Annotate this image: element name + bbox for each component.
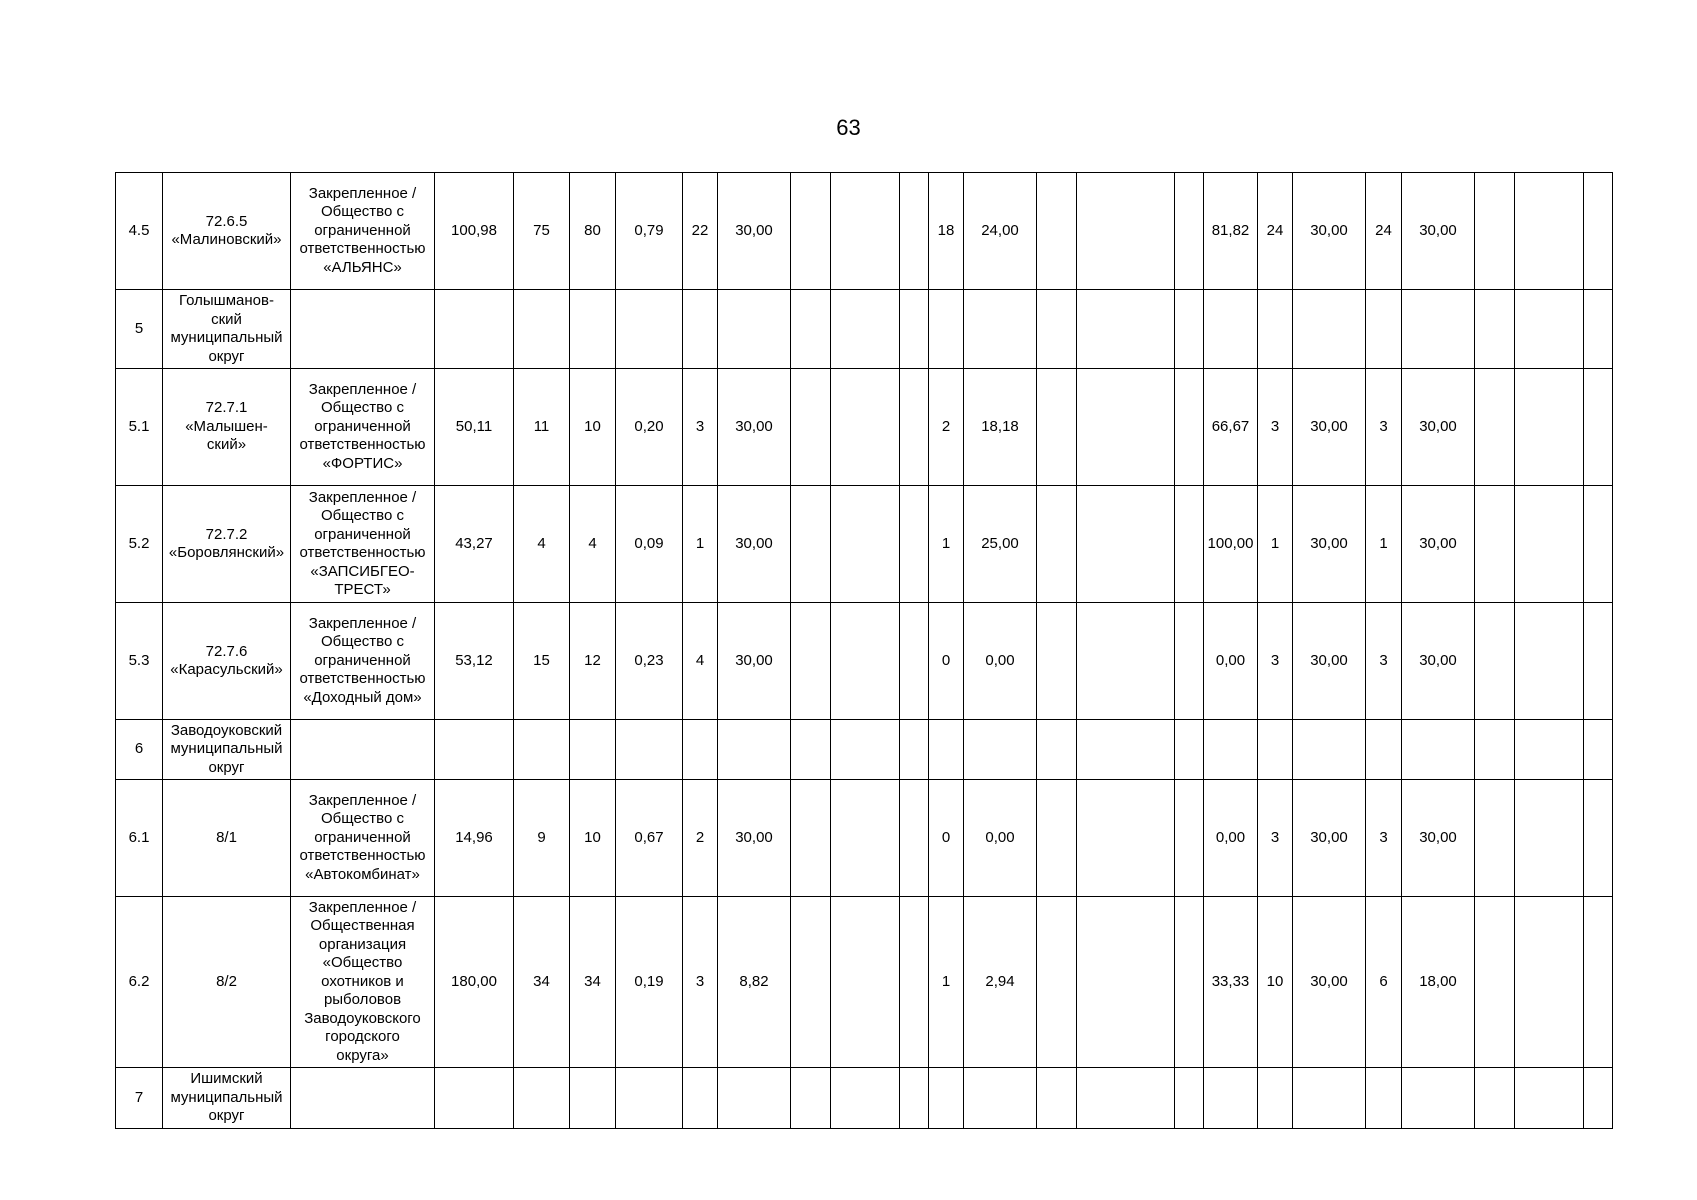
table-cell: 33,33 <box>1204 897 1258 1068</box>
table-cell: 0,20 <box>616 369 683 486</box>
table-cell: 5.2 <box>116 486 163 603</box>
table-cell <box>570 720 616 780</box>
table-row <box>116 173 1613 290</box>
table-cell <box>1175 780 1204 897</box>
table-cell: 4.5 <box>116 173 163 290</box>
table-row <box>116 290 1613 369</box>
table-cell <box>1515 780 1584 897</box>
table-cell <box>831 290 900 369</box>
table-cell <box>900 1068 929 1129</box>
table-cell: 0 <box>929 780 964 897</box>
table-cell <box>1037 173 1077 290</box>
table-cell <box>791 603 831 720</box>
table-cell <box>1175 897 1204 1068</box>
table-cell <box>831 486 900 603</box>
table-cell: 7 <box>116 1068 163 1129</box>
table-row <box>116 603 1613 720</box>
table-cell: 4 <box>514 486 570 603</box>
table-cell: Голышманов- ский муниципальный округ <box>163 290 291 369</box>
table-cell: 3 <box>683 369 718 486</box>
table-cell: 75 <box>514 173 570 290</box>
table-cell: 34 <box>570 897 616 1068</box>
table-cell: 30,00 <box>1402 603 1475 720</box>
table-cell <box>900 369 929 486</box>
table-cell <box>1366 1068 1402 1129</box>
table-cell <box>1475 486 1515 603</box>
table-cell: Закрепленное / Общество с ограниченной ответственностью «ЗАПСИБГЕО- ТРЕСТ» <box>291 486 435 603</box>
table-cell <box>900 720 929 780</box>
table-cell <box>1584 720 1613 780</box>
table-cell <box>616 720 683 780</box>
table-cell <box>1475 780 1515 897</box>
table-cell: 5 <box>116 290 163 369</box>
table-cell <box>435 290 514 369</box>
table-cell: 30,00 <box>1402 486 1475 603</box>
table-cell <box>435 1068 514 1129</box>
table-cell: 1 <box>929 486 964 603</box>
table-cell: 30,00 <box>1402 369 1475 486</box>
table-cell: 30,00 <box>1293 486 1366 603</box>
table-cell <box>1037 603 1077 720</box>
table-cell: 3 <box>1366 603 1402 720</box>
table-cell: 4 <box>683 603 718 720</box>
table-cell <box>1584 173 1613 290</box>
table-cell <box>791 486 831 603</box>
table-cell: 30,00 <box>1293 369 1366 486</box>
table-cell: 81,82 <box>1204 173 1258 290</box>
table-cell <box>683 290 718 369</box>
table-cell <box>791 897 831 1068</box>
table-cell: 1 <box>683 486 718 603</box>
table-cell: 1 <box>929 897 964 1068</box>
table-cell: 30,00 <box>1293 897 1366 1068</box>
table-cell: Закрепленное / Общество с ограниченной ответственностью «Доходный дом» <box>291 603 435 720</box>
table-cell <box>1175 369 1204 486</box>
table-cell: Закрепленное / Общество с ограниченной ответственностью «Автокомбинат» <box>291 780 435 897</box>
table-cell: 10 <box>1258 897 1293 1068</box>
table-cell: 30,00 <box>1293 780 1366 897</box>
table-cell <box>1475 173 1515 290</box>
table-cell: 30,00 <box>718 780 791 897</box>
table-cell <box>831 369 900 486</box>
table-cell <box>929 290 964 369</box>
table-cell <box>1475 603 1515 720</box>
table-cell: 18,18 <box>964 369 1037 486</box>
table-cell <box>791 720 831 780</box>
table-cell <box>1475 1068 1515 1129</box>
table-cell: 10 <box>570 780 616 897</box>
table-cell <box>1077 290 1175 369</box>
table-row <box>116 369 1613 486</box>
table-cell <box>1037 897 1077 1068</box>
table-cell <box>1077 603 1175 720</box>
table-cell: 3 <box>1258 603 1293 720</box>
table-cell <box>1402 1068 1475 1129</box>
table-cell <box>1175 290 1204 369</box>
table-cell <box>900 173 929 290</box>
table-cell <box>831 720 900 780</box>
table-cell <box>1037 290 1077 369</box>
table-cell <box>791 290 831 369</box>
table-cell <box>435 720 514 780</box>
table-cell <box>929 1068 964 1129</box>
table-cell <box>900 780 929 897</box>
table-cell <box>1515 720 1584 780</box>
table-cell <box>1584 290 1613 369</box>
table-row <box>116 1068 1613 1129</box>
table-cell: 12 <box>570 603 616 720</box>
table-cell: 6.1 <box>116 780 163 897</box>
table-cell <box>1037 369 1077 486</box>
table-cell <box>791 173 831 290</box>
table-cell: 0,79 <box>616 173 683 290</box>
table-cell <box>791 1068 831 1129</box>
table-cell: 3 <box>1366 369 1402 486</box>
table-cell <box>1584 486 1613 603</box>
table-cell <box>1258 1068 1293 1129</box>
table-cell: 0,00 <box>1204 603 1258 720</box>
table-cell <box>1204 1068 1258 1129</box>
table-cell: 2 <box>683 780 718 897</box>
table-cell: 11 <box>514 369 570 486</box>
table-cell <box>1175 1068 1204 1129</box>
table-cell <box>514 720 570 780</box>
table-cell: 4 <box>570 486 616 603</box>
table-cell <box>1293 720 1366 780</box>
table-cell <box>1475 897 1515 1068</box>
table-cell <box>1515 897 1584 1068</box>
data-table <box>115 172 1613 1129</box>
table-row <box>116 486 1613 603</box>
table-cell <box>929 720 964 780</box>
table-cell: 66,67 <box>1204 369 1258 486</box>
table-cell: 1 <box>1258 486 1293 603</box>
table-cell <box>718 720 791 780</box>
table-cell <box>570 1068 616 1129</box>
table-cell <box>831 1068 900 1129</box>
table-cell <box>683 1068 718 1129</box>
table-cell <box>1204 290 1258 369</box>
table-cell: 30,00 <box>1402 780 1475 897</box>
table-cell: 30,00 <box>1402 173 1475 290</box>
table-cell <box>1584 1068 1613 1129</box>
table-cell: 0 <box>929 603 964 720</box>
table-cell <box>900 897 929 1068</box>
table-cell <box>1402 720 1475 780</box>
table-cell: Закрепленное / Общество с ограниченной ответственностью «АЛЬЯНС» <box>291 173 435 290</box>
table-cell <box>1204 720 1258 780</box>
table-cell <box>514 1068 570 1129</box>
table-cell: 72.7.2 «Боровлянский» <box>163 486 291 603</box>
table-cell: 3 <box>683 897 718 1068</box>
table-cell <box>1175 603 1204 720</box>
table-cell: 30,00 <box>1293 173 1366 290</box>
table-cell: 18 <box>929 173 964 290</box>
table-cell: 0,00 <box>964 603 1037 720</box>
table-cell <box>1515 486 1584 603</box>
table-cell <box>1584 780 1613 897</box>
table-cell <box>291 1068 435 1129</box>
table-cell <box>1175 720 1204 780</box>
table-cell <box>291 720 435 780</box>
table-cell <box>1366 290 1402 369</box>
table-cell <box>1515 603 1584 720</box>
table-cell <box>1475 290 1515 369</box>
table-cell: 3 <box>1258 780 1293 897</box>
table-cell <box>964 720 1037 780</box>
table-cell: 180,00 <box>435 897 514 1068</box>
table-cell <box>964 1068 1037 1129</box>
table-cell <box>1293 1068 1366 1129</box>
table-cell <box>291 290 435 369</box>
table-cell <box>1515 1068 1584 1129</box>
table-cell <box>718 1068 791 1129</box>
table-cell: 5.3 <box>116 603 163 720</box>
table-cell: 2 <box>929 369 964 486</box>
table-row <box>116 720 1613 780</box>
table-cell: 18,00 <box>1402 897 1475 1068</box>
table-cell: Закрепленное / Общественная организация «Общество охотников и рыболовов Заводоуковского городского округа» <box>291 897 435 1068</box>
table-cell <box>1077 720 1175 780</box>
table-cell <box>1258 290 1293 369</box>
table-cell: 6 <box>1366 897 1402 1068</box>
table-cell <box>1475 720 1515 780</box>
table-cell <box>900 290 929 369</box>
table-cell <box>1175 486 1204 603</box>
table-cell: 0,00 <box>964 780 1037 897</box>
table-cell <box>570 290 616 369</box>
table-cell: 6.2 <box>116 897 163 1068</box>
table-cell: 3 <box>1366 780 1402 897</box>
table-cell <box>1037 780 1077 897</box>
table-cell <box>718 290 791 369</box>
table-cell: 100,00 <box>1204 486 1258 603</box>
table-cell: 30,00 <box>718 603 791 720</box>
table-cell: 24 <box>1258 173 1293 290</box>
table-cell <box>1515 369 1584 486</box>
table-cell <box>791 780 831 897</box>
table-cell: Закрепленное / Общество с ограниченной ответственностью «ФОРТИС» <box>291 369 435 486</box>
table-cell <box>900 486 929 603</box>
table-cell <box>1584 897 1613 1068</box>
table-cell: 8,82 <box>718 897 791 1068</box>
table-cell: 6 <box>116 720 163 780</box>
table-cell: 43,27 <box>435 486 514 603</box>
table-cell <box>1077 1068 1175 1129</box>
table-cell: 14,96 <box>435 780 514 897</box>
table-cell <box>1475 369 1515 486</box>
table-cell: 72.6.5 «Малиновский» <box>163 173 291 290</box>
table-cell <box>1037 486 1077 603</box>
table-cell <box>831 780 900 897</box>
table-cell: Ишимский муниципальный округ <box>163 1068 291 1129</box>
table-cell <box>1037 720 1077 780</box>
table-cell: 25,00 <box>964 486 1037 603</box>
table-cell <box>900 603 929 720</box>
table-cell: 30,00 <box>718 173 791 290</box>
table-cell <box>831 603 900 720</box>
table-cell: 72.7.6 «Карасульский» <box>163 603 291 720</box>
table-cell: 30,00 <box>718 486 791 603</box>
table-cell: 9 <box>514 780 570 897</box>
table-cell: 72.7.1 «Малышен- ский» <box>163 369 291 486</box>
table-cell: 0,09 <box>616 486 683 603</box>
page-number: 63 <box>836 115 861 140</box>
table-cell: 15 <box>514 603 570 720</box>
table-cell <box>964 290 1037 369</box>
table-cell: 100,98 <box>435 173 514 290</box>
table-cell <box>831 173 900 290</box>
table-cell <box>1258 720 1293 780</box>
table-cell <box>514 290 570 369</box>
table-cell: 10 <box>570 369 616 486</box>
table-cell <box>1293 290 1366 369</box>
table-cell: 50,11 <box>435 369 514 486</box>
table-cell: 24,00 <box>964 173 1037 290</box>
table-cell <box>1584 603 1613 720</box>
table-cell: Заводоуковский муниципальный округ <box>163 720 291 780</box>
table-cell <box>1515 173 1584 290</box>
table-cell: 80 <box>570 173 616 290</box>
table-cell <box>1077 897 1175 1068</box>
table-cell <box>1077 486 1175 603</box>
table-cell <box>791 369 831 486</box>
table-cell: 1 <box>1366 486 1402 603</box>
table-cell <box>1037 1068 1077 1129</box>
table-cell <box>616 1068 683 1129</box>
table-cell: 8/2 <box>163 897 291 1068</box>
table-cell: 22 <box>683 173 718 290</box>
table-cell: 8/1 <box>163 780 291 897</box>
table-cell: 5.1 <box>116 369 163 486</box>
table-cell <box>1584 369 1613 486</box>
table-row <box>116 780 1613 897</box>
table-cell: 24 <box>1366 173 1402 290</box>
table-cell: 30,00 <box>718 369 791 486</box>
table-cell: 53,12 <box>435 603 514 720</box>
table-row <box>116 897 1613 1068</box>
table-cell <box>1077 173 1175 290</box>
table-cell: 34 <box>514 897 570 1068</box>
table-cell <box>1402 290 1475 369</box>
table-cell <box>1515 290 1584 369</box>
table-cell: 0,19 <box>616 897 683 1068</box>
table-cell <box>1077 369 1175 486</box>
table-cell: 0,00 <box>1204 780 1258 897</box>
table-cell: 3 <box>1258 369 1293 486</box>
table-cell: 0,23 <box>616 603 683 720</box>
table-cell <box>1366 720 1402 780</box>
table-cell: 30,00 <box>1293 603 1366 720</box>
table-cell <box>616 290 683 369</box>
table-cell <box>683 720 718 780</box>
table-cell <box>1175 173 1204 290</box>
table-cell <box>831 897 900 1068</box>
table-cell: 2,94 <box>964 897 1037 1068</box>
table-cell <box>1077 780 1175 897</box>
table-cell: 0,67 <box>616 780 683 897</box>
